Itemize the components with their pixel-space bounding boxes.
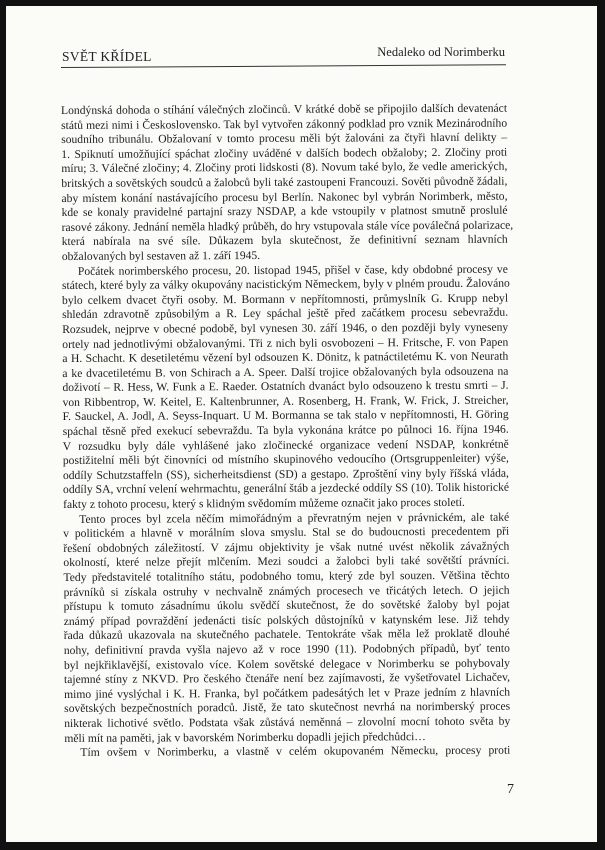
text-line: Rozsudek, nejprve v obecné podobě, byl vynesen 30. září 1946, o den později byly vyneseny — [62, 320, 509, 336]
page-number: 7 — [507, 782, 514, 797]
text-line: spáchal těsně před exekucí sebevraždu. Ta byla vykonána krátce po půlnoci 16. října 1946. — [62, 422, 509, 439]
text-line: států mezi nimi i Československo. Tak byl vytvořen zákonný podklad pro vznik Mezinárodního — [61, 116, 508, 132]
text-line: tajemné stíny z NKVD. Pro českého čtenáře není bez zajímavosti, že vyšetřovatel Lichačev, — [63, 670, 511, 687]
text-line: nohy, definitivní pravda vyšla najevo až v roce 1990 (11). Podobných případů, byť tento — [63, 641, 510, 657]
text-line: doživotí – R. Hess, W. Funk a E. Raeder. Ostatních dvanáct bylo odsouzeno k trestu smrti – J. — [62, 378, 509, 395]
text-line: britských a sovětských soudců a žalobců byli také zastoupeni Francouzi. Sověti původně žádali, — [61, 174, 508, 190]
text-line: nikterak lichotivé světlo. Podstata však zůstává neměnná – zlovolní mocní tohoto světa by — [64, 714, 511, 730]
text-line: Londýnská dohoda o stíhání válečných zločinců. V krátké době se připojilo dalších devatenáct — [61, 101, 508, 117]
text-line: státech, které byly za války okupovány nacistickým Německem, byly v plném proudu. Žalováno — [61, 276, 510, 293]
text-line: a H. Schacht. K desetiletému vězení byl odsouzen K. Dönitz, k patnáctiletému K. von Neurath — [62, 349, 509, 366]
text-line: soudního tribunálu. Obžalovaní v tomto procesu měli být žalováni za čtyři hlavní delikty – — [61, 130, 508, 147]
text-line: míru; 3. Válečné zločiny; 4. Zločiny proti lidskosti (8). Novum také bylo, že vedle amerických, — [61, 160, 508, 176]
text-line: a ke dvacetiletému B. von Schirach a A. Speer. Další trojice obžalovaných byla odsouzena na — [62, 364, 509, 380]
text-line: mimo jiné vyslýchal i K. H. Franka, byl počátkem padesátých let v Praze jedním z hlavních — [64, 685, 511, 701]
text-line: kde se konaly pravidelné partajní srazy NSDAP, a kde vstoupily v platnost smutně proslulé — [61, 203, 508, 220]
text-line: Tím ovšem v Norimberku, a vlastně v celém okupovaném Německu, procesy proti — [80, 743, 511, 760]
text-line: byl nejkřiklavější, existovalo více. Kolem sovětské delegace v Norimberku se pohybovaly — [63, 656, 510, 672]
paragraph — [64, 744, 510, 761]
text-line: měli mít na paměti, jak v bavorském Norimberku dopadli jejich předchůdci… — [64, 729, 426, 745]
paragraph — [61, 101, 514, 265]
scanned-page — [6, 6, 597, 842]
paragraph — [63, 510, 510, 746]
text-line: postižitelní měli být činovníci od místního skupinového vedoucího (Ortsgruppenleiter) výše, — [62, 451, 509, 468]
text-line: rasové zákony. Jednání neměla hladký průběh, do hry vstupovala stále více poválečná polarizace, — [61, 218, 514, 234]
text-line: F. Sauckel, A. Jodl, A. Seyss-Inquart. U M. Bormanna se tak stalo v nepřítomnosti, H. Göring — [62, 408, 509, 424]
text-line: která nabírala na své síle. Důkazem byla skutečnost, že definitivní seznam hlavních — [61, 233, 508, 249]
text-line: řešení obdobných záležitostí. V zájmu objektivity je však nutné uvést několik závažných — [63, 539, 510, 555]
text-line: ortely nad jednotlivými obžalovanými. Tři z nich byli osvobozeni – H. Fritsche, F. von Papen — [62, 335, 509, 351]
text-line: známý případ povraždění jedenácti tisíc polských důstojníků v katynském lese. Již tehdy — [63, 612, 510, 628]
text-line: von Ribbentrop, W. Keitel, E. Kaltenbrunner, A. Rosenberg, H. Frank, W. Frick, J. Streicher, — [62, 393, 509, 409]
text-line: V rozsudku byly dále vyhlášené jako zločinecké organizace vedení NSDAP, konkrétně — [62, 437, 509, 453]
body-text — [61, 101, 514, 761]
text-line: právníků si získala ostruhy v nechvalně známých procesech ve třicátých letech. O jejich — [63, 583, 510, 599]
running-header-chapter-title: Nedaleko od Norimberku — [377, 45, 505, 59]
text-line: oddíly SA, vrchní velení wehrmachtu, generální štáb a jezdecké oddíly SS (10). Tolik historické — [62, 481, 510, 497]
text-line: Tedy představitelé totalitního státu, podobného tomu, který zde byl souzen. Většina těchto — [63, 568, 510, 584]
text-line: obžalovaných byl sestaven až 1. září 1945. — [61, 248, 261, 263]
text-line: oddíly Schutzstaffeln (SS), sicherheitsdienst (SD) a gestapo. Zproštění viny byly říšská vláda, — [62, 466, 509, 482]
text-line: sovětských bezpečnostních poradců. Jistě, že tato skutečnost nevrhá na norimberský proces — [64, 700, 511, 716]
paragraph — [62, 262, 509, 512]
text-line: okolností, které nelze přejít mlčením. Mezi soudci a žalobci byli také sovětští právníci. — [63, 554, 510, 570]
text-line: aby místem konání nastávajícího procesu byl Berlín. Nakonec byl vybrán Norimberk, město, — [61, 189, 508, 205]
text-line: 1. Spiknutí umožňující spáchat zločiny uváděné v dalších bodech obžaloby; 2. Zločiny proti — [61, 145, 508, 161]
text-line: bylo celkem dvacet čtyři osoby. M. Bormann v nepřítomnosti, průmyslník G. Krupp nebyl — [61, 291, 509, 307]
text-line: v politickém a hlavně v morálním slova smyslu. Stal se do budoucnosti precedentem při — [63, 524, 510, 541]
text-line: Počátek norimberského procesu, 20. listopad 1945, přišel v čase, kdy obdobné procesy ve — [77, 262, 508, 278]
running-header-book-title: SVĚT KŘÍDEL — [62, 49, 152, 64]
text-line: přístupu k tomuto zásadnímu úkolu svědčí skutečnost, že do sovětské žaloby byl pojat — [63, 597, 510, 614]
text-line: fakty z tohoto procesu, který s klidným svědomím můžeme označit jako proces století. — [63, 495, 465, 512]
text-line: Tento proces byl zcela něčím mimořádným a převratným nejen v právnickém, ale také — [79, 510, 510, 526]
text-line: shledán zdravotně způsobilým a R. Ley spáchal ještě před začátkem procesu sebevraždu. — [62, 305, 509, 322]
text-line: řada důkazů ukazovala na skutečného pachatele. Tentokráte však měla lež proklatě dlouhé — [63, 627, 510, 643]
